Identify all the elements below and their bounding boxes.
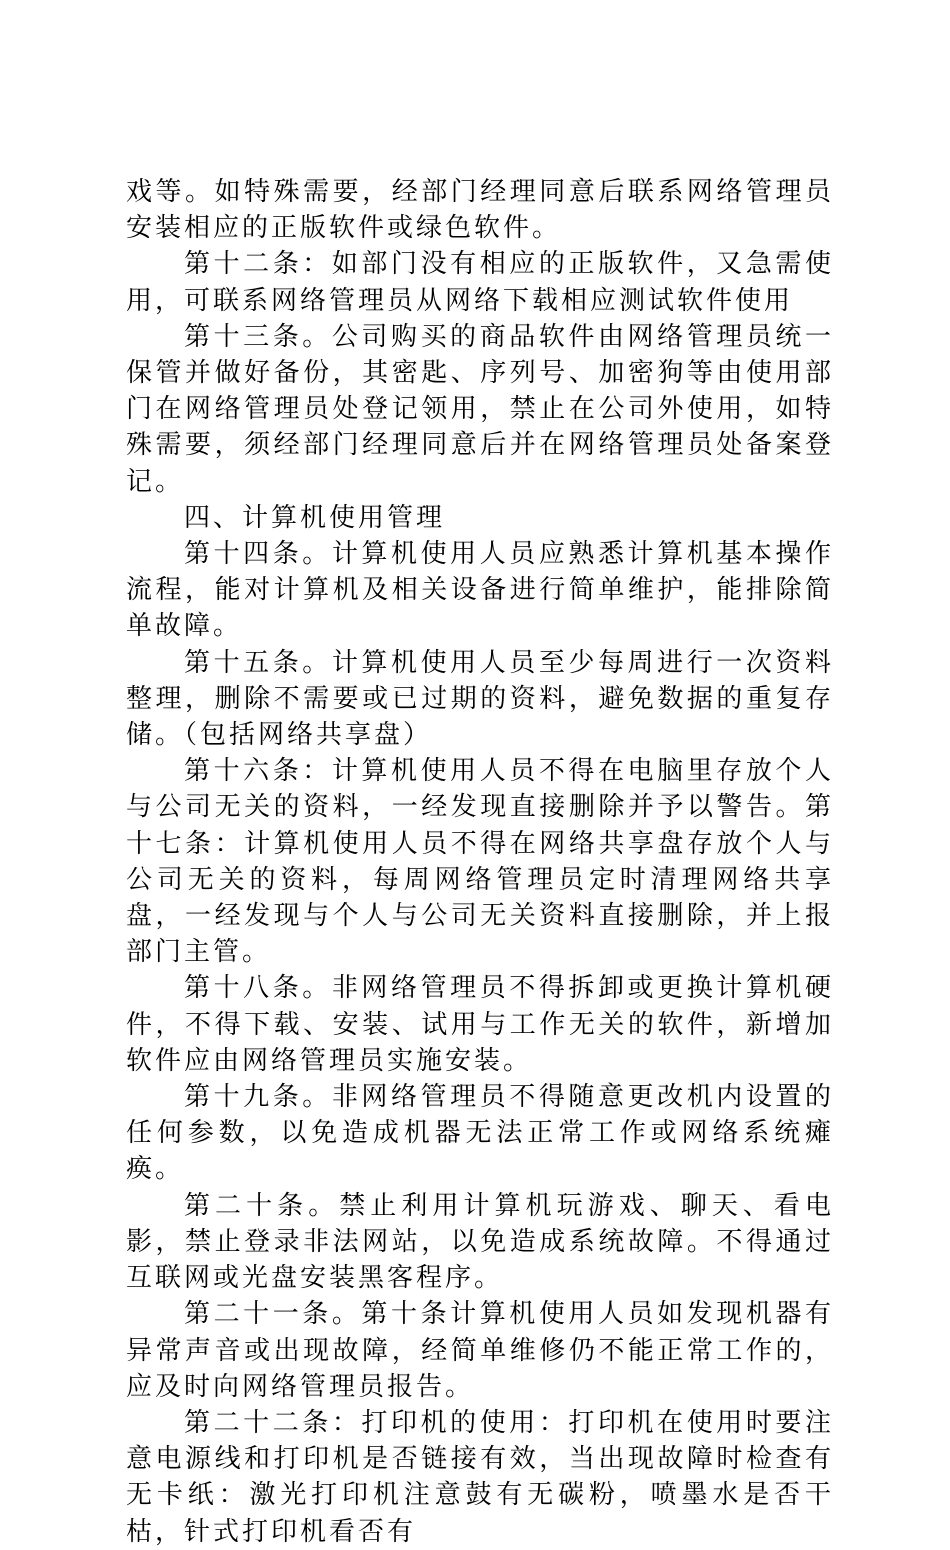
paragraph-article-19: 第十九条。非网络管理员不得随意更改机内设置的任何参数，以免造成机器无法正常工作或网络系统瘫痪。 (126, 1082, 834, 1185)
paragraph-article-14: 第十四条。计算机使用人员应熟悉计算机基本操作流程，能对计算机及相关设备进行简单维护，能排除简单故障。 (126, 539, 834, 642)
paragraph-article-21: 第二十一条。第十条计算机使用人员如发现机器有异常声音或出现故障，经简单维修仍不能正常工作的，应及时向网络管理员报告。 (126, 1299, 834, 1402)
paragraph-continuation: 戏等。如特殊需要，经部门经理同意后联系网络管理员安装相应的正版软件或绿色软件。 (126, 177, 834, 244)
paragraph-article-12: 第十二条：如部门没有相应的正版软件，又急需使用，可联系网络管理员从网络下载相应测试软件使用 (126, 249, 834, 316)
paragraph-article-20: 第二十条。禁止利用计算机玩游戏、聊天、看电影，禁止登录非法网站，以免造成系统故障。不得通过互联网或光盘安装黑客程序。 (126, 1190, 834, 1294)
paragraph-article-22: 第二十二条：打印机的使用：打印机在使用时要注意电源线和打印机是否链接有效，当出现故障时检查有无卡纸：激光打印机注意鼓有无碳粉，喷墨水是否干枯，针式打印机看否有 (126, 1407, 834, 1547)
paragraph-article-15: 第十五条。计算机使用人员至少每周进行一次资料整理，删除不需要或已过期的资料，避免数据的重复存储。（包括网络共享盘） (126, 647, 834, 751)
section-heading: 四、计算机使用管理 (184, 502, 446, 533)
paragraph-article-16-17: 第十六条：计算机使用人员不得在电脑里存放个人与公司无关的资料，一经发现直接删除并予以警告。第十七条：计算机使用人员不得在网络共享盘存放个人与公司无关的资料，每周网络管理员定时清理网络共享盘，一经发现与个人与公司无关资料直接删除，并上报部门主管。 (126, 756, 834, 968)
paragraph-article-18: 第十八条。非网络管理员不得拆卸或更换计算机硬件，不得下载、安装、试用与工作无关的软件，新增加软件应由网络管理员实施安装。 (126, 973, 834, 1076)
paragraph-article-13: 第十三条。公司购买的商品软件由网络管理员统一保管并做好备份，其密匙、序列号、加密狗等由使用部门在网络管理员处登记领用，禁止在公司外使用，如特殊需要，须经部门经理同意后并在网络管理员处备案登记。 (126, 321, 834, 497)
document-body (126, 174, 834, 1550)
